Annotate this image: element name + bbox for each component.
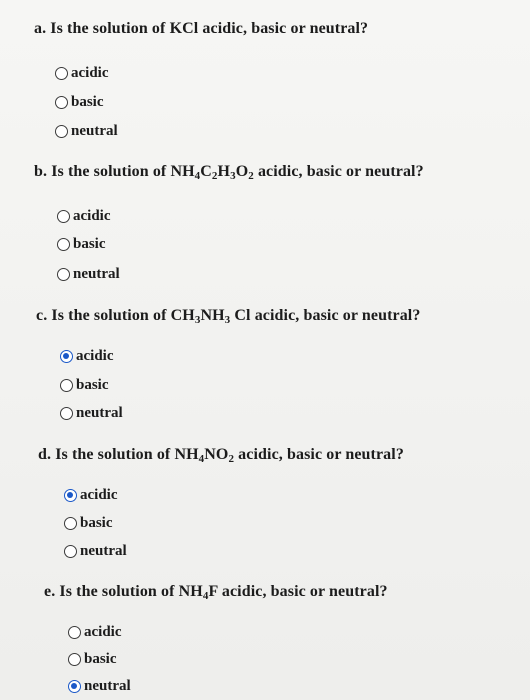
question-b-option-basic[interactable] [57,234,106,254]
question-b-option-neutral[interactable] [57,264,120,284]
option-label: neutral [84,677,131,694]
question-d-option-acidic[interactable] [64,485,118,505]
question-e-title [44,583,388,602]
option-label: neutral [73,265,120,282]
question-d-option-basic[interactable] [64,513,113,533]
question-suffix: acidic, basic or neutral? [253,163,424,180]
chemical-formula: $NH_4F$ [178,583,218,602]
chemical-formula: KCl [169,20,199,37]
radio-icon[interactable] [64,545,77,558]
formula-subscript: 4 [202,590,209,602]
option-label: neutral [80,542,127,559]
radio-selected-icon[interactable] [64,489,77,502]
question-e-option-neutral[interactable] [68,676,131,696]
option-label: acidic [73,207,111,224]
formula-subscript: 4 [194,170,201,182]
radio-icon[interactable] [55,125,68,138]
formula-subscript: 3 [230,170,236,182]
question-c-title [36,307,420,326]
option-label: neutral [71,122,118,139]
chemical-formula: $NH_4C_2H_3O_2$ [170,163,254,182]
radio-icon[interactable] [68,626,81,639]
question-suffix: acidic, basic or neutral? [198,20,369,37]
question-prefix: d. Is the solution of [38,446,175,463]
option-label: basic [73,235,106,252]
option-label: basic [71,93,104,110]
radio-icon[interactable] [60,407,73,420]
radio-icon[interactable] [57,238,70,251]
radio-icon[interactable] [55,96,68,109]
question-prefix: a. Is the solution of [34,20,170,37]
question-e-option-acidic[interactable] [68,622,122,642]
question-prefix: e. Is the solution of [44,583,179,600]
option-label: neutral [76,404,123,421]
formula-subscript: 3 [194,314,201,326]
formula-subscript: 2 [211,170,218,182]
radio-selected-icon[interactable] [68,680,81,693]
radio-icon[interactable] [68,653,81,666]
option-label: acidic [76,347,114,364]
question-suffix: acidic, basic or neutral? [217,583,388,600]
option-label: basic [76,376,109,393]
formula-subscript: 2 [228,453,235,465]
question-e-option-basic[interactable] [68,649,117,669]
radio-icon[interactable] [64,517,77,530]
chemical-formula: $NH_4NO_2$ [174,446,235,465]
question-b-option-acidic[interactable] [57,206,111,226]
radio-icon[interactable] [55,67,68,80]
question-c-option-neutral[interactable] [60,403,123,423]
option-label: acidic [71,64,109,81]
radio-icon[interactable] [60,379,73,392]
question-c-option-basic[interactable] [60,375,109,395]
option-label: acidic [80,486,118,503]
question-a-option-acidic[interactable] [55,63,109,83]
radio-selected-icon[interactable] [60,350,73,363]
radio-icon[interactable] [57,268,70,281]
question-a-title [34,20,368,38]
question-a-option-neutral[interactable] [55,121,118,141]
question-b-title [34,163,424,182]
option-label: acidic [84,623,122,640]
option-label: basic [84,650,117,667]
question-prefix: b. Is the solution of [34,163,171,180]
question-suffix: acidic, basic or neutral? [234,446,404,463]
question-prefix: c. Is the solution of [36,307,171,324]
question-c-option-acidic[interactable] [60,346,114,366]
question-suffix: acidic, basic or neutral? [250,307,421,324]
formula-subscript: 4 [198,453,205,465]
question-d-option-neutral[interactable] [64,541,127,561]
formula-subscript: 3 [224,314,231,326]
chemical-formula: $CH_3NH_3$ Cl [170,307,251,326]
question-d-title [38,446,404,465]
formula-subscript: 2 [248,170,254,182]
question-a-option-basic[interactable] [55,92,104,112]
option-label: basic [80,514,113,531]
radio-icon[interactable] [57,210,70,223]
